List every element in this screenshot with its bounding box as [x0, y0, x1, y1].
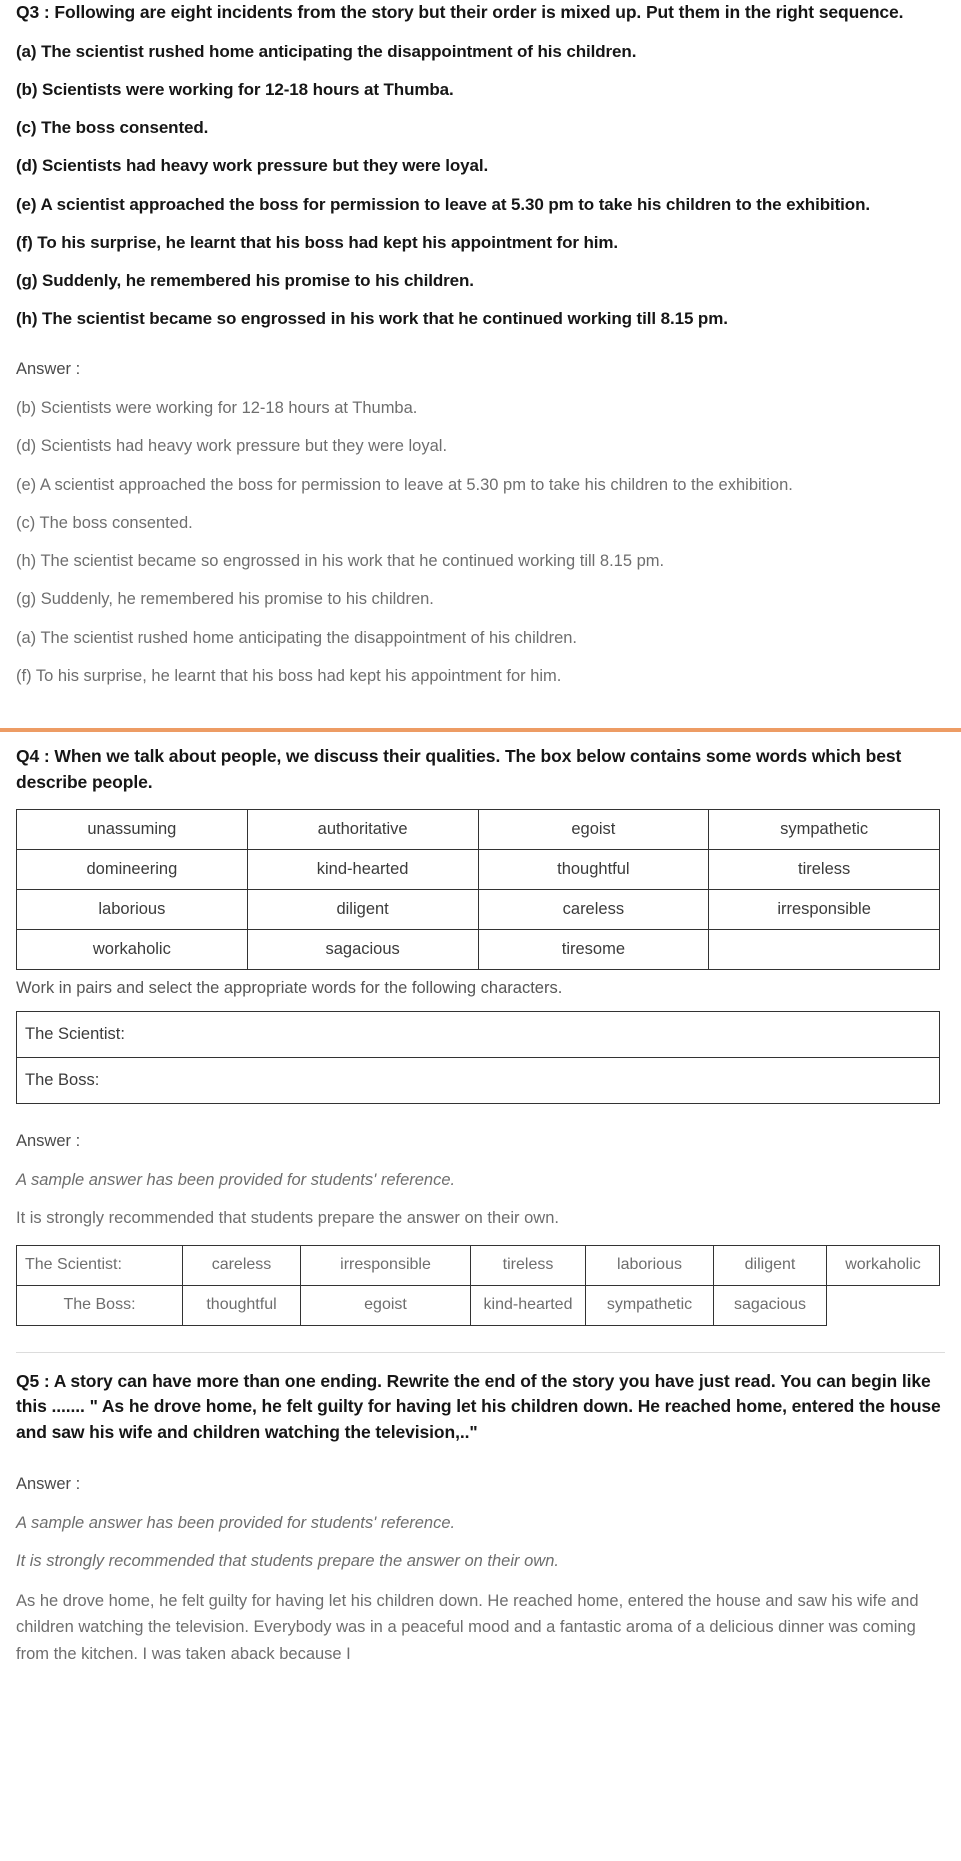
scientist-word: tireless — [471, 1245, 586, 1285]
word-cell: kind-hearted — [247, 849, 478, 889]
scientist-word: careless — [183, 1245, 301, 1285]
boss-word: egoist — [301, 1285, 471, 1325]
qualities-words-table — [16, 809, 940, 970]
q5-note-italic-2: It is strongly recommended that students prepare the answer on their own. — [16, 1552, 559, 1571]
word-cell: careless — [478, 889, 709, 929]
boss-word: sagacious — [714, 1285, 827, 1325]
table-row — [17, 889, 940, 929]
word-cell: laborious — [17, 889, 248, 929]
q3-answer-item-1: (b) Scientists were working for 12-18 hours at Thumba. — [16, 399, 418, 418]
boss-answer-box[interactable]: The Boss: — [17, 1058, 940, 1104]
word-cell: sagacious — [247, 929, 478, 969]
q3-heading: Q3 : Following are eight incidents from the story but their order is mixed up. Put them in the right sequence. — [16, 2, 904, 22]
q4-heading: Q4 : When we talk about people, we discuss their qualities. The box below contains some words which best describe people. — [16, 746, 902, 792]
scientist-word: workaholic — [827, 1245, 940, 1285]
q3-item-a: (a) The scientist rushed home anticipating the disappointment of his children. — [16, 41, 637, 61]
q4-answer-label: Answer : — [16, 1132, 81, 1151]
table-row — [17, 849, 940, 889]
q4-section — [0, 732, 961, 1325]
word-cell-empty — [709, 929, 940, 969]
scientist-word: laborious — [586, 1245, 714, 1285]
boss-word: sympathetic — [586, 1285, 714, 1325]
q5-answer-label: Answer : — [16, 1475, 81, 1494]
boss-label: The Boss: — [17, 1285, 183, 1325]
word-cell: egoist — [478, 809, 709, 849]
table-row-scientist — [17, 1245, 940, 1285]
q3-item-b: (b) Scientists were working for 12-18 hours at Thumba. — [16, 80, 454, 100]
word-cell: unassuming — [17, 809, 248, 849]
q3-item-h: (h) The scientist became so engrossed in his work that he continued working till 8.15 pm. — [16, 308, 728, 328]
scientist-label: The Scientist: — [17, 1245, 183, 1285]
boss-word: thoughtful — [183, 1285, 301, 1325]
q3-answer-item-4: (c) The boss consented. — [16, 513, 193, 532]
word-cell: diligent — [247, 889, 478, 929]
boss-word: kind-hearted — [471, 1285, 586, 1325]
q3-section — [0, 0, 961, 688]
q5-answer-body: As he drove home, he felt guilty for having let his children down. He reached home, entered the house and saw his wife and children watching the television. Everybody was in a peaceful mood and a fantastic aroma of a delicious dinner was coming from the kitchen. I was taken aback because I — [16, 1591, 919, 1664]
q3-item-f: (f) To his surprise, he learnt that his boss had kept his appointment for him. — [16, 232, 619, 252]
q3-answer-label: Answer : — [16, 360, 81, 379]
word-cell: workaholic — [17, 929, 248, 969]
scientist-word: irresponsible — [301, 1245, 471, 1285]
scientist-word: diligent — [714, 1245, 827, 1285]
q3-answer-item-6: (g) Suddenly, he remembered his promise to his children. — [16, 590, 434, 609]
spacer — [0, 702, 961, 728]
word-cell: thoughtful — [478, 849, 709, 889]
q3-item-d: (d) Scientists had heavy work pressure but they were loyal. — [16, 156, 489, 176]
q3-item-e: (e) A scientist approached the boss for permission to leave at 5.30 pm to take his children to the exhibition. — [16, 194, 870, 214]
q5-note-italic-1: A sample answer has been provided for students' reference. — [16, 1514, 456, 1533]
table-row — [17, 1058, 940, 1104]
table-row — [17, 809, 940, 849]
q3-item-g: (g) Suddenly, he remembered his promise to his children. — [16, 270, 474, 290]
q4-answer-table — [16, 1245, 940, 1326]
table-row-boss — [17, 1285, 940, 1325]
table-row — [17, 1012, 940, 1058]
q3-item-c: (c) The boss consented. — [16, 118, 209, 138]
spacer — [0, 1326, 961, 1352]
q3-answer-item-3: (e) A scientist approached the boss for permission to leave at 5.30 pm to take his children to the exhibition. — [16, 475, 793, 494]
character-answer-boxes — [16, 1011, 940, 1104]
q5-section — [0, 1353, 961, 1668]
q4-note-italic: A sample answer has been provided for students' reference. — [16, 1171, 456, 1190]
spacer — [16, 1459, 945, 1473]
word-cell: tiresome — [478, 929, 709, 969]
word-cell: authoritative — [247, 809, 478, 849]
q4-note-plain: It is strongly recommended that students prepare the answer on their own. — [16, 1209, 559, 1228]
q5-heading: Q5 : A story can have more than one ending. Rewrite the end of the story you have just read. You can begin like this ....... " As he drove home, he felt guilty for having let his children down. He reached home, entered the house and saw his wife and children watching the television,.." — [16, 1370, 941, 1443]
q3-answer-item-8: (f) To his surprise, he learnt that his boss had kept his appointment for him. — [16, 666, 562, 685]
q3-answer-item-7: (a) The scientist rushed home anticipating the disappointment of his children. — [16, 628, 578, 647]
q3-answer-item-2: (d) Scientists had heavy work pressure but they were loyal. — [16, 437, 448, 456]
word-cell: sympathetic — [709, 809, 940, 849]
q3-answer-item-5: (h) The scientist became so engrossed in his work that he continued working till 8.15 pm. — [16, 552, 665, 571]
word-cell: irresponsible — [709, 889, 940, 929]
scientist-answer-box[interactable]: The Scientist: — [17, 1012, 940, 1058]
word-cell: tireless — [709, 849, 940, 889]
spacer — [16, 344, 945, 358]
spacer — [16, 1104, 945, 1130]
table-row — [17, 929, 940, 969]
q4-instruction: Work in pairs and select the appropriate words for the following characters. — [16, 978, 563, 997]
word-cell: domineering — [17, 849, 248, 889]
